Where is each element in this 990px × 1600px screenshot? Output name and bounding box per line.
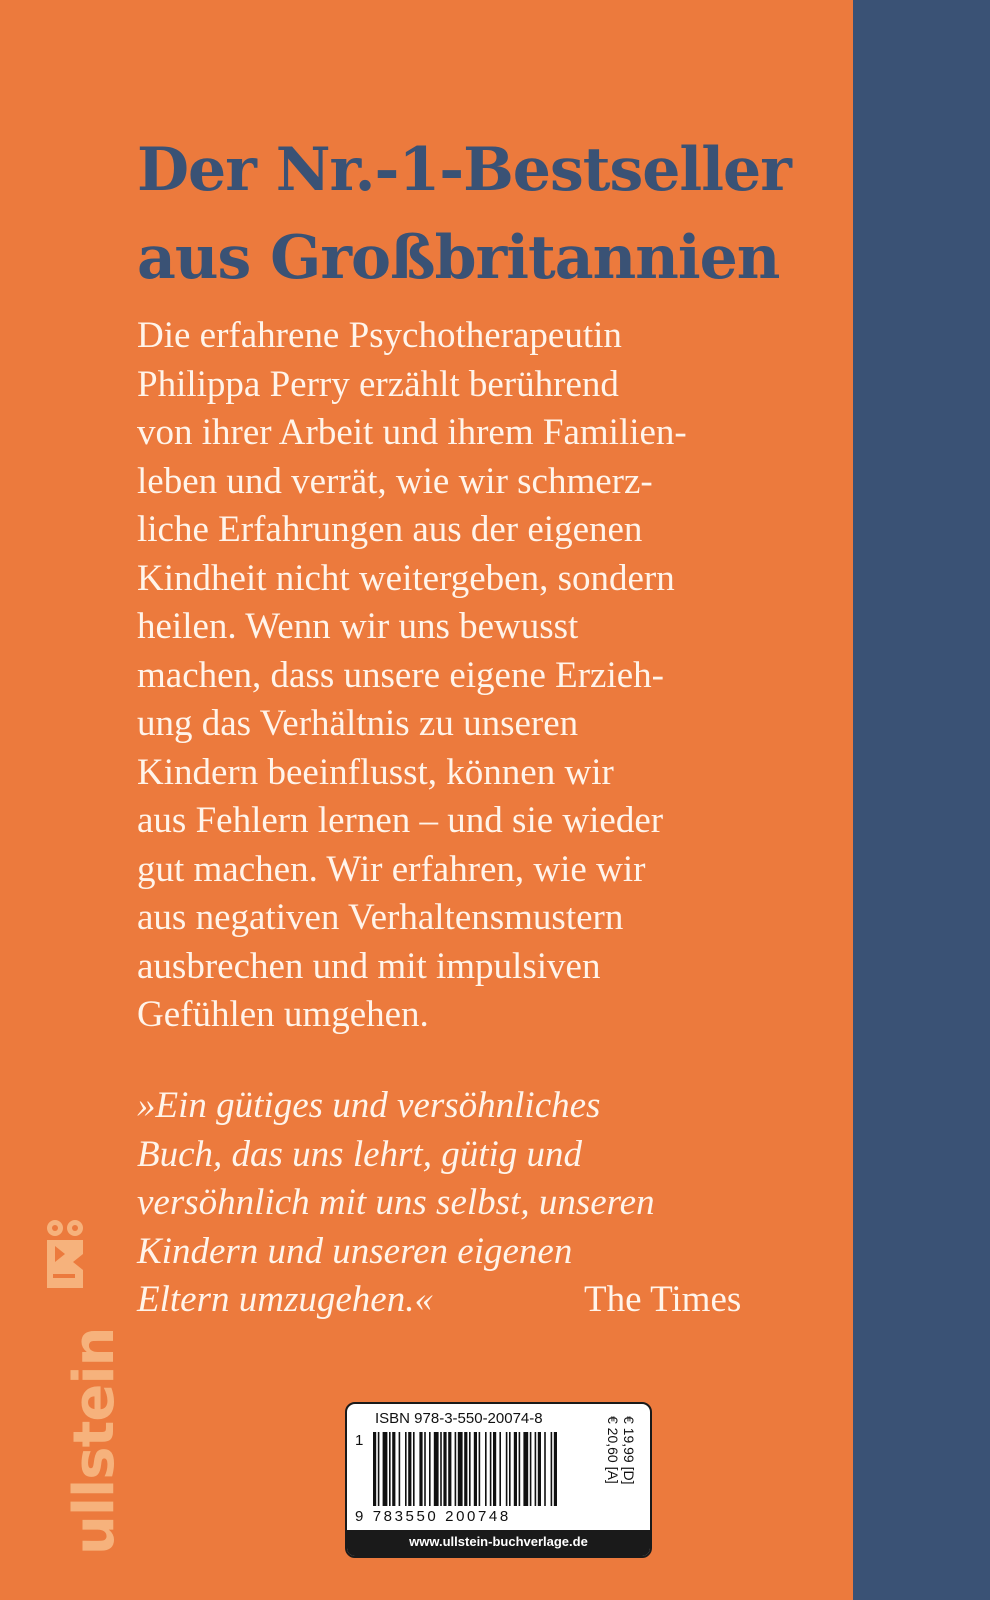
blurb-line: aus negativen Verhaltensmustern [137, 897, 624, 938]
headline-line: aus Großbritannien [137, 223, 780, 293]
blurb-line: ung das Verhältnis zu unseren [137, 703, 579, 744]
barcode-digits: 9 783550 200748 [355, 1508, 511, 1525]
publisher-name: ullstein [62, 1327, 127, 1555]
isbn-text: ISBN 978-3-550-20074-8 [375, 1410, 543, 1427]
blurb-line: ausbrechen und mit impulsiven [137, 945, 601, 987]
blurb-line: liche Erfahrungen aus der eigenen [137, 509, 643, 550]
blurb-line: Philippa Perry erzählt berührend [137, 363, 619, 405]
blurb-line: aus Fehlern lernen – und sie wieder [137, 800, 664, 841]
barcode-bars [373, 1432, 609, 1506]
quote-line: »Ein gütiges und versöhnliches [137, 1085, 601, 1126]
quote-line: versöhnlich mit uns selbst, unseren [137, 1182, 655, 1223]
quote-line: Eltern umzugehen.« [137, 1279, 433, 1320]
review-quote [137, 1082, 837, 1325]
blurb-line: machen, dass unsere eigene Erzieh- [137, 654, 664, 696]
quote-source: The Times [584, 1279, 742, 1320]
blurb-line: Kindern beeinflusst, können wir [137, 751, 614, 793]
blurb-line: gut machen. Wir erfahren, wie wir [137, 848, 646, 890]
price-austria: € 20,60 [A] [605, 1416, 621, 1484]
barcode-mark: 1 [355, 1432, 364, 1449]
quote-line: Kindern und unseren eigenen [137, 1230, 573, 1272]
blurb-line: heilen. Wenn wir uns bewusst [137, 606, 579, 647]
blurb-line: Kindheit nicht weitergeben, sondern [137, 557, 675, 599]
blurb-text [137, 312, 837, 1040]
blurb-line: Gefühlen umgehen. [137, 994, 429, 1035]
blurb-line: von ihrer Arbeit und ihrem Familien- [137, 412, 687, 453]
owl-icon [43, 1218, 87, 1290]
publisher-website: www.ullstein-buchverlage.de [347, 1530, 650, 1556]
blurb-line: leben und verrät, wie wir schmerz- [137, 460, 653, 502]
price-germany: € 19,99 [D] [621, 1416, 637, 1485]
headline [137, 126, 837, 302]
headline-line: Der Nr.-1-Bestseller [137, 135, 791, 205]
blurb-line: Die erfahrene Psychotherapeutin [137, 315, 622, 356]
quote-line: Buch, das uns lehrt, gütig und [137, 1133, 583, 1175]
price-block [605, 1416, 645, 1521]
barcode-label [345, 1402, 652, 1558]
book-spine [853, 0, 990, 1600]
